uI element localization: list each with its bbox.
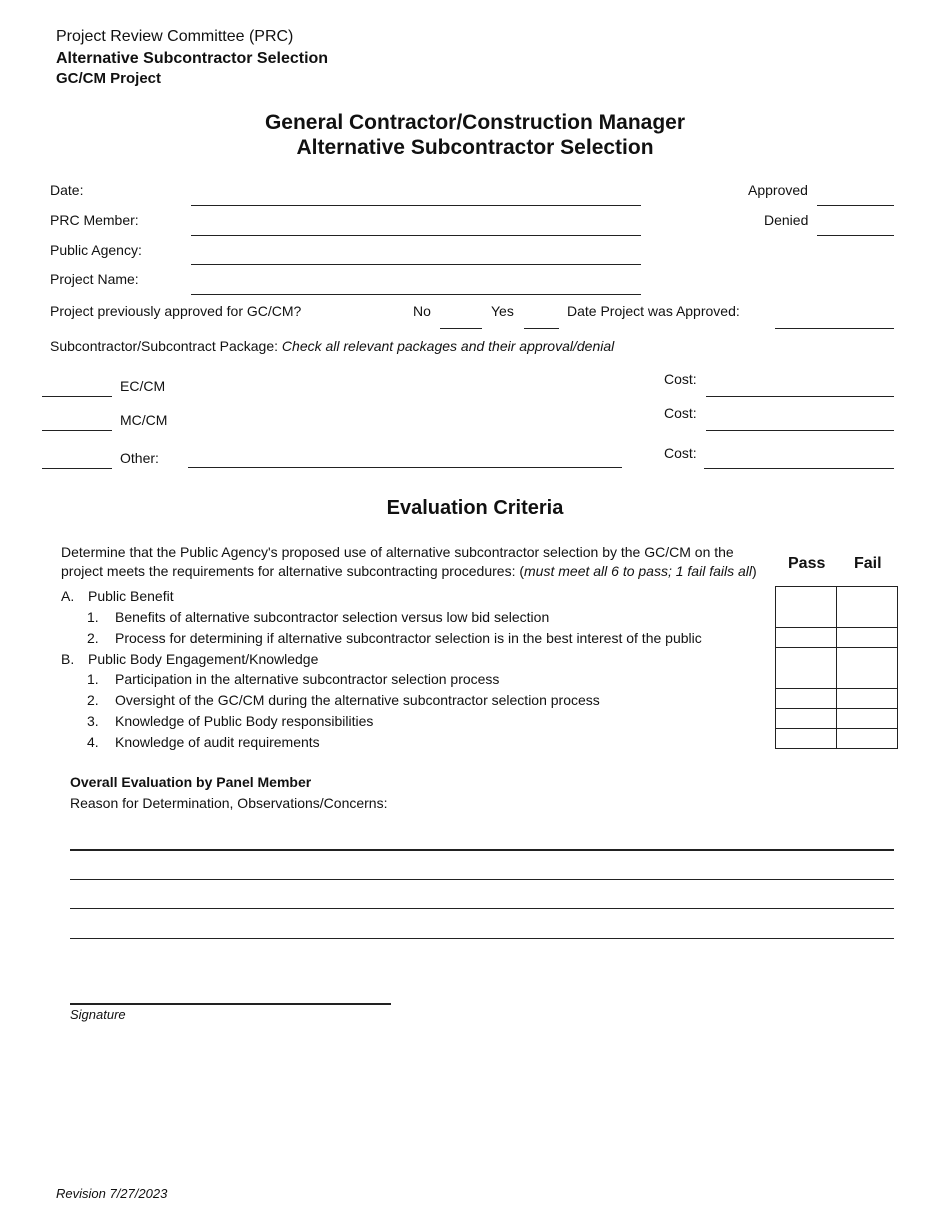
other-cost-label: Cost: [664,445,697,461]
ec-cm-cost-field[interactable] [706,378,894,397]
yes-field[interactable] [524,310,559,329]
signature-label: Signature [70,1007,126,1022]
reason-label: Reason for Determination, Observations/Concerns: [70,795,388,811]
overall-heading: Overall Evaluation by Panel Member [70,774,312,790]
date-approved-label: Date Project was Approved: [567,303,740,319]
pass-cell[interactable] [776,689,837,709]
project-name-field[interactable] [191,276,641,295]
intro-italic: must meet all 6 to pass; 1 fail fails all [524,563,753,579]
other-cost-field[interactable] [704,450,894,469]
mc-cm-cost-label: Cost: [664,405,697,421]
ec-cm-label: EC/CM [120,378,166,394]
fail-cell[interactable] [837,628,898,648]
denied-label: Denied [764,212,809,228]
b-item-1-number: 1. [87,671,99,687]
public-agency-label: Public Agency: [50,242,142,258]
page-title-line1: General Contractor/Construction Manager [264,111,686,134]
other-description-field[interactable] [188,449,622,468]
a-item-1-number: 1. [87,609,99,625]
comment-line[interactable] [70,879,894,880]
a-item-2: Process for determining if alternative subcontractor selection is in the best interest of the public [115,630,702,646]
public-agency-field[interactable] [191,246,641,265]
date-approved-field[interactable] [775,310,894,329]
mc-cm-check-field[interactable] [42,412,112,431]
section-a-title: Public Benefit [88,588,174,604]
pass-cell[interactable] [776,729,837,749]
comment-line[interactable] [70,908,894,909]
yes-label: Yes [491,303,514,319]
pass-fail-grid [775,586,898,749]
fail-cell[interactable] [837,709,898,729]
b-item-3: Knowledge of Public Body responsibilities [115,713,374,729]
approved-field[interactable] [817,187,894,206]
prc-member-label: PRC Member: [50,212,139,228]
no-label: No [413,303,431,319]
package-instruction [50,338,614,354]
date-field[interactable] [191,187,641,206]
approved-label: Approved [748,182,808,198]
signature-line[interactable] [70,1003,391,1005]
no-field[interactable] [440,310,482,329]
evaluation-heading: Evaluation Criteria [386,497,564,519]
mc-cm-cost-field[interactable] [706,412,894,431]
comment-line[interactable] [70,938,894,939]
b-item-2-number: 2. [87,692,99,708]
project-name-label: Project Name: [50,271,139,287]
fail-cell[interactable] [837,648,898,689]
other-label: Other: [120,450,159,466]
fail-header: Fail [854,555,882,572]
a-item-2-number: 2. [87,630,99,646]
b-item-3-number: 3. [87,713,99,729]
pass-cell[interactable] [776,709,837,729]
previously-approved-label: Project previously approved for GC/CM? [50,303,302,319]
b-item-4: Knowledge of audit requirements [115,734,320,750]
pass-cell[interactable] [776,628,837,648]
fail-cell[interactable] [837,689,898,709]
section-b-title: Public Body Engagement/Knowledge [88,651,319,667]
date-label: Date: [50,182,84,198]
b-item-2: Oversight of the GC/CM during the alternative subcontractor selection process [115,692,600,708]
revision-date: Revision 7/27/2023 [56,1186,168,1201]
a-item-1: Benefits of alternative subcontractor selection versus low bid selection [115,609,550,625]
other-check-field[interactable] [42,450,112,469]
mc-cm-label: MC/CM [120,412,168,428]
header-form-name: Alternative Subcontractor Selection [56,50,329,67]
ec-cm-cost-label: Cost: [664,371,697,387]
comment-line[interactable] [70,849,894,851]
pass-cell[interactable] [776,587,837,628]
pass-cell[interactable] [776,648,837,689]
ec-cm-check-field[interactable] [42,378,112,397]
section-a-letter: A. [61,588,75,604]
header-committee: Project Review Committee (PRC) [56,28,294,45]
header-project-type: GC/CM Project [56,70,162,87]
b-item-4-number: 4. [87,734,99,750]
package-instruction-text: Check all relevant packages and their approval/denial [281,338,615,354]
intro-close: ) [752,563,757,579]
package-label: Subcontractor/Subcontract Package: [50,338,279,354]
section-b-letter: B. [61,651,75,667]
pass-header: Pass [788,555,826,572]
fail-cell[interactable] [837,587,898,628]
denied-field[interactable] [817,217,894,236]
b-item-1: Participation in the alternative subcontractor selection process [115,671,500,687]
prc-member-field[interactable] [191,217,641,236]
page-title-line2: Alternative Subcontractor Selection [296,136,654,159]
evaluation-intro-line2 [61,563,757,579]
intro-text: project meets the requirements for alternative subcontracting procedures: ( [61,563,525,579]
evaluation-intro-line1: Determine that the Public Agency's proposed use of alternative subcontractor selection by the GC/CM on the [61,544,734,560]
fail-cell[interactable] [837,729,898,749]
